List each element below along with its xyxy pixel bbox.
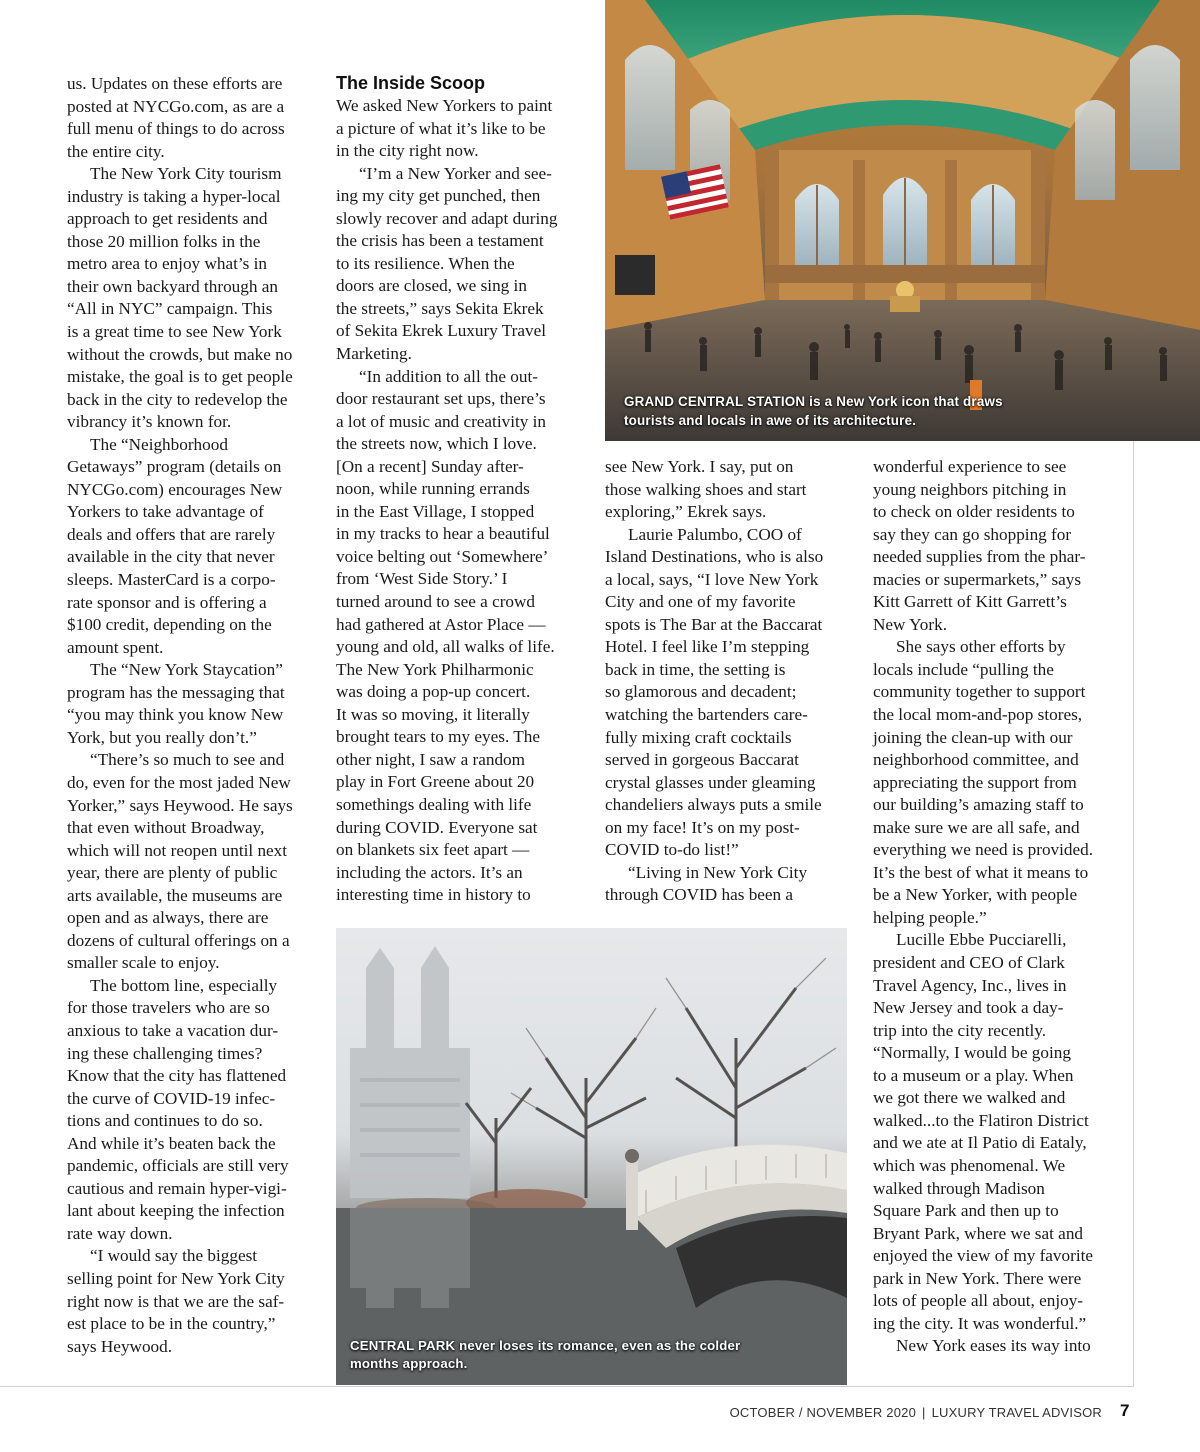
central-park-illustration	[336, 928, 847, 1385]
photo-grand-central	[605, 0, 1200, 441]
grand-central-illustration	[605, 0, 1200, 441]
paragraph: The bottom line, especially for those travelers who are so anxious to take a vacation dur- ing these challenging times? Know that the city has flattened the curve of COVID-19 infec- tions and continues to do so. And while it’s beaten back the pandemic, officials are still very cautious and remain hyper-vigi- lant about keeping the infection rate way down.	[67, 975, 289, 1243]
article-column-3	[605, 456, 853, 907]
paragraph: She says other efforts by locals include “pulling the community together to support the local mom-and-pop stores, joining the clean-up with our neighborhood committee, and appreciating the support from our building’s amazing staff to make sure we are all safe, and everything we need is provided. It’s the best of what it means to be a New Yorker, with people helping people.”	[873, 637, 1094, 927]
footer-divider	[0, 1386, 1134, 1387]
paragraph: “Living in New York City through COVID has been a	[605, 862, 808, 905]
column-divider	[1133, 441, 1134, 1387]
paragraph: “There’s so much to see and do, even for the most jaded New Yorker,” says Heywood. He says that even without Broadway, which will not reopen until next year, there are plenty of public arts available, the museums are open and as always, there are dozens of cultural offerings on a smaller scale to enjoy.	[67, 750, 293, 973]
paragraph: Laurie Palumbo, COO of Island Destinations, who is also a local, says, “I love New York City and one of my favorite spots is The Bar at the Baccarat Hotel. I feel like I’m stepping back in time, the setting is so glamorous and decadent; watching the bartenders care- fully mixing craft cocktails served in gorgeous Baccarat crystal glasses under gleaming chandeliers always puts a smile on my face! It’s on my post- COVID to-do list!”	[605, 524, 824, 860]
grand-central-caption: GRAND CENTRAL STATION is a New York icon that draws tourists and locals in awe of its architecture.	[624, 394, 1003, 428]
footer-separator: |	[922, 1405, 926, 1420]
article-column-2	[336, 95, 584, 907]
photo-central-park	[336, 928, 847, 1385]
publication-name: LUXURY TRAVEL ADVISOR	[931, 1405, 1102, 1420]
paragraph: The New York City tourism industry is taking a hyper-local approach to get residents and those 20 million folks in the metro area to enjoy what’s in their own backyard through an “All in NYC” campaign. This is a great time to see New York without the crowds, but make no mistake, the goal is to get people back in the city to redevelop the vibrancy it’s known for.	[67, 164, 293, 432]
paragraph: us. Updates on these efforts are posted at NYCGo.com, as are a full menu of things to do across the entire city.	[67, 74, 285, 161]
paragraph: “In addition to all the out- door restaurant set ups, there’s a lot of music and creativity in the streets now, which I love. [On a recent] Sunday after- noon, while running errands in the East Village, I stopped in my tracks to hear a beautiful voice belting out ‘Somewhere’ from ‘West Side Story.’ I turned around to see a crowd had gathered at Astor Place — young and old, all walks of life. The New York Philharmonic was doing a pop-up concert. It was so moving, it literally brought tears to my eyes. The other night, I saw a random play in Fort Greene about 20 somethings dealing with life during COVID. Everyone sat on blankets six feet apart — including the actors. It’s an interesting time in history to	[336, 366, 555, 905]
article-column-1	[67, 73, 315, 1358]
page-number: 7	[1120, 1401, 1130, 1420]
paragraph: The “New York Staycation” program has the messaging that “you may think you know New York, but you really don’t.”	[67, 660, 285, 747]
page-footer	[730, 1405, 1102, 1420]
paragraph: “I’m a New Yorker and see- ing my city get punched, then slowly recover and adapt during the crisis has been a testament to its resilience. When the doors are closed, we sing in the streets,” says Sekita Ekrek of Sekita Ekrek Luxury Travel Marketing.	[336, 163, 558, 364]
paragraph: New York eases its way into	[896, 1336, 1091, 1356]
paragraph: The “Neighborhood Getaways” program (details on NYCGo.com) encourages New Yorkers to take advantage of deals and offers that are rarely available in the city that never sleeps. MasterCard is a corpo- rate sponsor and is offering a $100 credit, depending on the amount spent.	[67, 434, 283, 657]
issue-date: OCTOBER / NOVEMBER 2020	[729, 1405, 917, 1420]
paragraph: wonderful experience to see young neighbors pitching in to check on older residents to say they can go shopping for needed supplies from the phar- macies or supermarkets,” says Kitt Garrett of Kitt Garrett’s New York.	[873, 457, 1086, 634]
section-heading: The Inside Scoop	[336, 73, 486, 93]
paragraph: We asked New Yorkers to paint a picture of what it’s like to be in the city right now.	[336, 96, 553, 161]
article-column-4	[873, 456, 1123, 1358]
paragraph: Lucille Ebbe Pucciarelli, president and CEO of Clark Travel Agency, Inc., lives in New Jersey and took a day- trip into the city recently. “Normally, I would be going to a museum or a play. When we got there we walked and walked...to the Flatiron District and we ate at Il Patio di Eataly, which was phenomenal. We walked through Madison Square Park and then up to Bryant Park, where we sat and enjoyed the view of my favorite park in New York. There were lots of people all about, enjoy- ing the city. It was wonderful.”	[873, 930, 1094, 1333]
paragraph: see New York. I say, put on those walking shoes and start exploring,” Ekrek says.	[605, 457, 807, 522]
paragraph: “I would say the biggest selling point for New York City right now is that we are the saf- est place to be in the country,” says Heywood.	[67, 1246, 285, 1356]
central-park-caption: CENTRAL PARK never loses its romance, even as the colder months approach.	[350, 1338, 741, 1371]
